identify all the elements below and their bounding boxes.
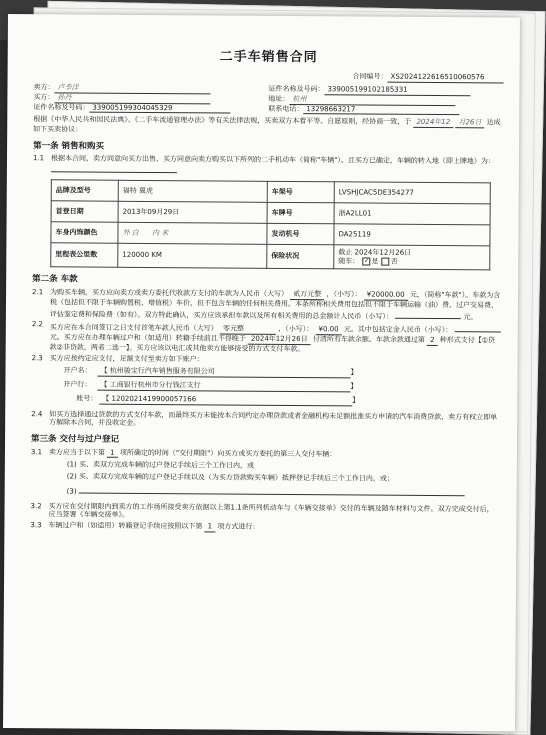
clause-3-1 [31, 448, 501, 461]
seller-account [63, 367, 501, 407]
reg-date-label: 首登日期 [51, 201, 118, 222]
clause-number: 3.1 [30, 447, 43, 456]
clause-1-1 [33, 155, 503, 179]
buyer-address: 杭州 [289, 95, 455, 106]
section-1-title: 第一条 销售和购买 [33, 140, 105, 152]
balance-due-date: 2024年12月26日 [248, 335, 311, 345]
down-payment-uppercase: 零元整 [220, 325, 276, 335]
preamble-text-a: 根据《中华人民共和国民法典》、《二手车流通管理办法》等有关法律法规，买卖双方本着平等、自愿原则，经协商一致，于 [33, 115, 412, 127]
delivery-option-3-blank [79, 484, 465, 496]
contract-content [30, 48, 503, 536]
clause-number: 1.1 [32, 154, 45, 163]
clause-text: 如买方选择通过贷款的方式支付车款，而最终买方未能按本合同约定办理贷款或者金融机构未足额批准买方申请的汽车消费贷款，卖方有权立即单方解除本合同，并没收定金。 [49, 409, 498, 428]
section-2-title: 第二条 车款 [32, 274, 78, 285]
address-label: 地址： [268, 94, 290, 103]
seller-id-label: 证件名称及号码： [268, 84, 325, 94]
account-name-value: 【 杭州骏宝行汽车销售服务有限公司 [97, 367, 350, 379]
seller-id-value: 339005199102185331 [324, 85, 470, 96]
account-number-text: 1202021419900057166 [111, 394, 197, 404]
clause-2-3 [32, 354, 502, 366]
contract-number-value: XS2024122616510060576 [388, 73, 504, 84]
checkbox-icon[interactable] [382, 257, 390, 265]
contract-number-label: 合同编号： [352, 72, 388, 81]
reg-date-value: 2013年09月29日 [118, 201, 267, 223]
sign-date-a: 2024年12 [413, 118, 453, 128]
clause-text: 根据本合同，卖方同意向买方出售、买方同意向卖方购买以下所列的二手机动车（简称"车辆"）。且买方已确定，车辆的转入地（即上牌地）为： [50, 154, 495, 166]
preamble [33, 115, 503, 137]
price-uppercase: 贰万元整 [290, 290, 324, 300]
account-name-row: 开户名： 【 杭州骏宝行汽车销售服务有限公司 】 [63, 366, 358, 377]
delivery-option-1: (1) 买、卖双方完成车辆的过户登记手续后三个工作日内，或 [66, 460, 255, 471]
plate-label: 车牌号 [267, 202, 334, 223]
clause-number: 2.1 [32, 288, 44, 297]
clause-text: ，（小写）： [278, 325, 314, 334]
option-number: (3) [66, 487, 77, 496]
seller-label: 卖方： [33, 83, 55, 92]
clause-text: 种形式支付【①贷款②非贷款，两者二选一】。买方应该以电汇或其他卖方能够接受的方式支付车款。 [49, 336, 496, 353]
account-number-row: 账号： 【 1202021419900057166 】 [63, 394, 501, 407]
option-no: 否 [390, 257, 398, 266]
account-bank-row: 开户行： 【 工商银行杭州市分行钱江支行 】 [63, 380, 358, 391]
clause-3-2 [30, 502, 500, 523]
contract-page [3, 14, 520, 732]
delivery-option-3 [67, 484, 501, 499]
delivery-item-number: 1 [107, 448, 118, 458]
sign-date-b: 月26日 [455, 118, 484, 128]
buyer-phone: 13298663217 [303, 105, 459, 116]
vin-value: LVSHJCAC5DE354277 [334, 182, 490, 204]
price-lowercase: ¥20000.00 [364, 290, 408, 300]
account-bank-label: 开户行： [63, 380, 92, 389]
phone-label: 联系电话： [268, 104, 304, 113]
vin-label: 车架号 [267, 181, 334, 202]
clause-text: 卖方应当于以下第 [48, 447, 105, 457]
plate-value: 浙A2LL01 [334, 203, 490, 225]
account-name-label: 开户名： [63, 366, 92, 375]
delivery-option-2: (2) 买、卖双方完成车辆的过户登记手续以及（为买方贷款购买车辆）抵押登记手续后三个工作日内，或； [66, 472, 394, 483]
account-name-text: 杭州骏宝行汽车销售服务有限公司 [109, 366, 215, 376]
clause-text: 为购买车辆，买方应向卖方或卖方委托代收款方支付的车款为人民币（大写） [50, 288, 289, 298]
clause-number: 3.3 [30, 521, 42, 530]
preamble-text-b: 达成如下买卖协议： [33, 118, 501, 134]
page-title: 二手车销售合同 [219, 49, 318, 66]
contract-number-row [34, 70, 504, 83]
buyer-id-label: 证件名称及号码： [33, 102, 90, 112]
account-number-value: 【 1202021419900057166 [99, 394, 352, 406]
clause-3-3 [30, 521, 500, 534]
insurance-until: 截止 2024年12月26日 [338, 248, 412, 257]
clause-number: 2.4 [31, 409, 43, 418]
vehicle-info-table [50, 179, 491, 271]
insurance-with-car [338, 257, 485, 267]
deposit-blank [455, 323, 501, 332]
option-yes: 是 [371, 257, 379, 266]
seller-name: 卢李洋 [54, 83, 210, 94]
clause-text: 车辆过户和（如适用）转籍登记手续应按照以下第 [48, 521, 203, 531]
down-payment-lowercase: ¥0.00 [315, 325, 341, 335]
clause-number: 3.2 [30, 501, 42, 510]
buyer-name: 孙丹 [54, 93, 210, 104]
account-number-label: 账号： [76, 394, 98, 403]
clause-text: 元。其中包括定金人民币（小写）： [343, 325, 453, 335]
clause-2-2 [32, 320, 502, 355]
clause-text: 买方应按约定应支付，足额支付至卖方如下账户： [49, 353, 204, 363]
color-label: 车身内饰颜色 [51, 222, 118, 243]
payment-method-number: 2 [427, 336, 438, 346]
brand-value: 福特 翼虎 [118, 180, 267, 202]
engine-label: 发动机号 [267, 223, 334, 244]
clause-text: 项所确定的时间（"交付期限"）向买方或买方委托的第三人交付车辆： [119, 448, 337, 458]
clause-text: ，（小写）： [326, 290, 362, 299]
clause-text: 元。买方应在办理车辆过户和（如适用）转籍手续前且不得晚于 [49, 333, 246, 343]
with-car-label: 随车： [338, 256, 360, 266]
interior-color: 内 米 [152, 228, 169, 237]
insurance-label: 保险状况 [267, 244, 334, 269]
total-amount-blank [395, 309, 461, 318]
account-bank-value: 【 工商银行杭州市分行钱江支行 [97, 381, 350, 393]
buyer-id-value: 339005199304045329 [89, 103, 230, 114]
section-3-title: 第三条 交付与过户登记 [30, 434, 120, 445]
account-bank-text: 工商银行杭州市分行钱江支行 [109, 380, 201, 390]
registration-place-blank [51, 163, 177, 173]
clause-text: 项方式进行： [217, 522, 260, 531]
mileage-label: 里程表公里数 [51, 243, 118, 268]
clause-text: 元，（简称"车款"）。车款为含税（包括但不限于车辆购置税、增值税）车价，但不包含车辆的任何相关费用。本条所称相关费用包括但不限于车辆运输（油）费、过户交易费、评估鉴定费和保险费（如有）。双方特此确认，买方应该承担车款以及所有相关费用的总金额计人民币（小写）： [49, 290, 501, 321]
clause-number: 2.2 [31, 320, 44, 329]
clause-text: 买方应在本合同签订之日支付首笔车款人民币（大写） [49, 323, 218, 333]
clause-2-1 [32, 288, 502, 322]
engine-value: DA25119 [334, 224, 490, 246]
clause-2-4 [31, 410, 501, 431]
mileage-value: 120000 KM [118, 243, 267, 269]
buyer-id-row [33, 103, 503, 116]
brand-label: 品牌及型号 [51, 180, 118, 201]
clause-text: 买方应在交付期限内到卖方的工作场所接受卖方依据以上第1.1条所列机动车与《车辆交接单》交付的车辆及随车材料与文件。双方完成交付后，应当签署《车辆交接单》。 [48, 501, 494, 520]
clause-text: 付清所有车款余额。车款余款通过第 [312, 335, 425, 344]
clause-number: 2.3 [31, 353, 43, 362]
transfer-item-number: 1 [205, 523, 216, 533]
color-value [118, 222, 267, 244]
insurance-value [334, 245, 490, 271]
checkbox-checked-icon[interactable]: ✓ [363, 257, 370, 265]
buyer-label: 买方： [33, 92, 55, 102]
clause-text: 元。 [463, 312, 478, 321]
exterior-color: 外 白 [122, 228, 139, 237]
